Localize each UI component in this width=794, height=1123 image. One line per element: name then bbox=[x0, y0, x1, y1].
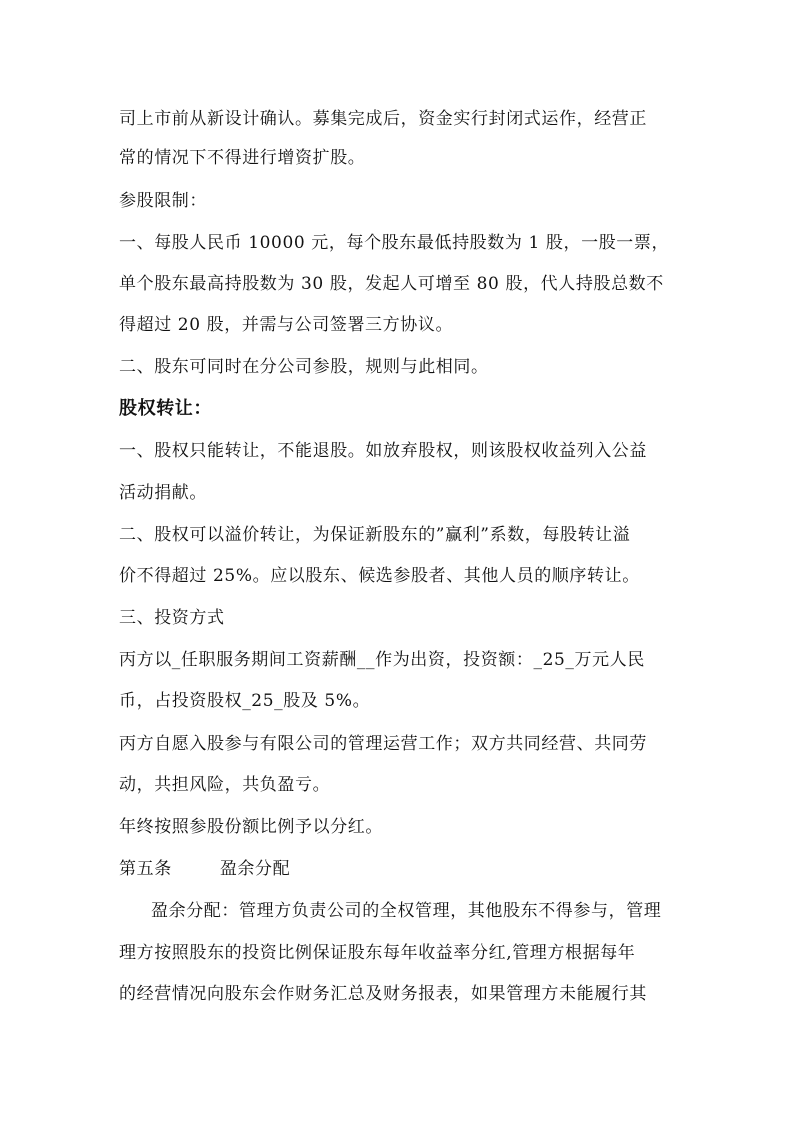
section-label: 参股限制： bbox=[119, 191, 207, 211]
paragraph-line: 二、股权可以溢价转让，为保证新股东的”赢利”系数，每股转让溢 bbox=[119, 525, 631, 545]
paragraph-line: 的经营情况向股东会作财务汇总及财务报表，如果管理方未能履行其 bbox=[119, 984, 647, 1004]
paragraph-line: 二、股东可同时在分公司参股，规则与此相同。 bbox=[119, 357, 489, 377]
paragraph-line: 价不得超过 25%。应以股东、候选参股者、其他人员的顺序转让。 bbox=[119, 566, 640, 586]
paragraph-line: 司上市前从新设计确认。募集完成后，资金实行封闭式运作，经营正 bbox=[119, 109, 647, 129]
section-heading: 股权转让： bbox=[119, 398, 212, 419]
paragraph-line: 盈余分配：管理方负责公司的全权管理，其他股东不得参与，管理 bbox=[151, 901, 662, 921]
paragraph-line: 常的情况下不得进行增资扩股。 bbox=[119, 148, 366, 168]
section-label: 三、投资方式 bbox=[119, 608, 225, 628]
paragraph-line: 一、每股人民币 10000 元，每个股东最低持股数为 1 股，一股一票， bbox=[119, 233, 670, 253]
paragraph-line: 丙方自愿入股参与有限公司的管理运营工作；双方共同经营、共同劳 bbox=[119, 734, 647, 754]
paragraph-line: 理方按照股东的投资比例保证股东每年收益率分红,管理方根据每年 bbox=[119, 943, 636, 963]
paragraph-line: 一、股权只能转让，不能退股。如放弃股权，则该股权收益列入公益 bbox=[119, 441, 647, 461]
article-heading bbox=[119, 857, 290, 881]
paragraph-line: 活动捐献。 bbox=[119, 483, 207, 503]
paragraph-line: 丙方以_任职服务期间工资薪酬__作为出资，投资额：_25_万元人民 bbox=[119, 650, 645, 670]
article-title: 盈余分配 bbox=[219, 859, 291, 879]
article-number: 第五条 bbox=[119, 859, 172, 879]
paragraph-line: 年终按照参股份额比例予以分红。 bbox=[119, 817, 383, 837]
paragraph-line: 得超过 20 股，并需与公司签署三方协议。 bbox=[119, 315, 454, 335]
paragraph-line: 动，共担风险，共负盈亏。 bbox=[119, 775, 331, 795]
paragraph-line: 单个股东最高持股数为 30 股，发起人可增至 80 股，代人持股总数不 bbox=[119, 274, 664, 294]
paragraph-line: 币，占投资股权_25_股及 5%。 bbox=[119, 691, 371, 711]
